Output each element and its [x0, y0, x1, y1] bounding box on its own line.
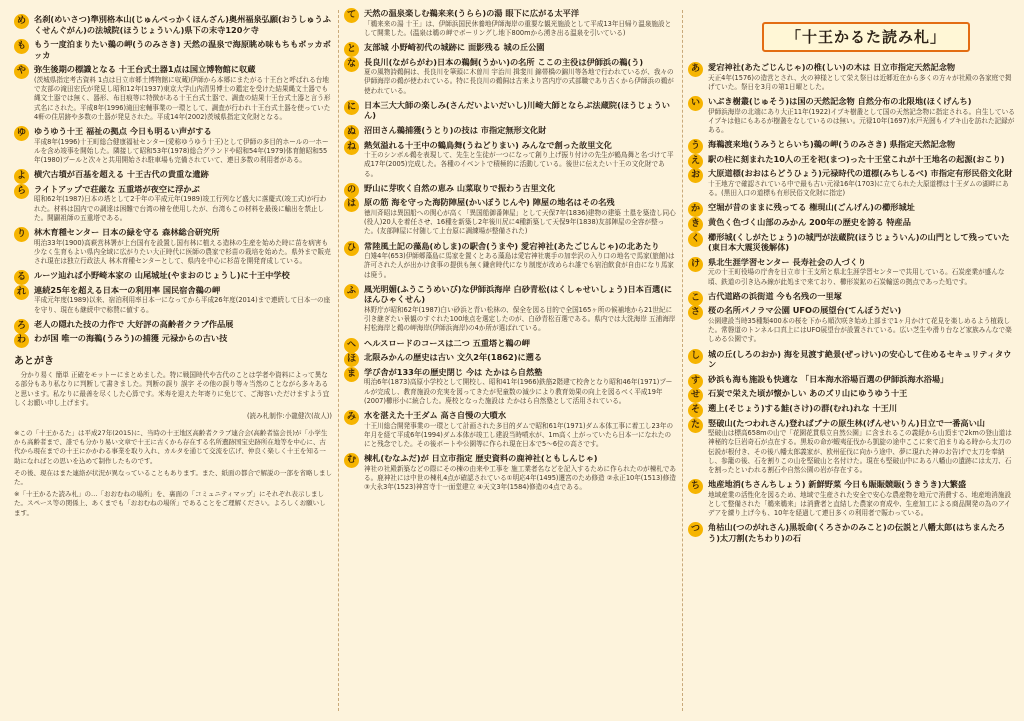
entry-heading: 角枯山(つのがれさん)黒坂命(くろさかのみこと)の伝説と八幡太郎(はちまんたろう)太刀割(たちわり)の石 — [708, 522, 1006, 543]
kana-badge-icon: は — [344, 197, 359, 212]
entry-heading: 石炭で栄えた頃が懐かしい あのズリ山にゆうゆう十王 — [708, 388, 908, 399]
entry-heading: 沼田さん鵜捕獲(うとり)の技は 市指定無形文化財 — [364, 124, 547, 135]
karuta-entry — [688, 96, 1016, 135]
karuta-entry — [688, 349, 1016, 370]
entry-heading: ライトアップで荘厳な 五重塔が夜空に浮かぶ — [34, 183, 200, 194]
afterword-signature: (読み札制作:小龍健次(故人)) — [246, 411, 332, 420]
karuta-entry — [688, 168, 1016, 198]
karuta-entry — [344, 241, 676, 280]
entry-body: 明治6年(1873)高原小学校として開校し、昭和41年(1966)鉄筋2階建て校舎となり昭和46年(1971)プールが完成し、教育施設の充実を図ってきたが児童数の減少により教育効果の向上を図るべく平成19年(2007)櫛形小に統合した。廃校となった施設は たかはら自然塾として活用されている。 — [364, 378, 673, 405]
entry-heading: 林木育種センター 日本の緑を守る 森林総合研究所 — [34, 226, 220, 237]
entry-body: 神社の社殿新築などの際にその棟の由来や工事を 施工業者名などを記入するために作られたのが棟札である。鹿神社には中世の棟札4点が確認されている①明応4年(1495)遷宮のため修造 ②永正10年(1513)修造 ③大永3年(1523)神宮寺十一面堂建立 ④天文3年(1584)修造の4点である。 — [364, 464, 676, 492]
entry-heading: 熱気溢れる十王中の鶴鳥舞(うねどりまい) みんなで創った故里文化 — [364, 139, 612, 150]
kana-badge-icon: る — [14, 270, 29, 285]
entry-heading: 風光明媚(ふうこうめいび)な伊師浜海岸 白砂青松(はくしゃせいしょう)日本百選(にほんひゃくせん) — [364, 283, 673, 305]
karuta-entry — [344, 100, 676, 121]
entry-heading: 地産地消(ちさんちしょう) 新鮮野菜 今日も賑賑競賑(うきうき)大繁盛 — [708, 479, 967, 490]
kana-badge-icon: き — [688, 217, 703, 232]
kana-badge-icon: ら — [14, 184, 29, 199]
entry-body: 元の十王町役場の庁舎を日立市十王支所と県北生涯学習センターで共用している。石炭産業が盛んな頃、鉄道の引き込み線が此処まで来ており、櫛形炭鉱の石炭輸送の拠点であった処です。 — [708, 268, 1005, 286]
kana-badge-icon: ふ — [344, 284, 359, 299]
kana-badge-icon: え — [688, 154, 703, 169]
entry-body: 明治33年(1900)高萩営林署が上台国有を設置し国有林に植える造林の生産を始めた時に苗を病害も少なく生育もよい県内全域に広がりたい大正時代に医師の農家で杉苗の栽培を始めた。県外まで販売され現在は独立行政法人 林木育種センターとして、県内を中心に杉苗を開発育成している。 — [34, 238, 331, 265]
kana-badge-icon: ひ — [344, 241, 359, 256]
karuta-entry — [14, 14, 332, 35]
entry-heading: 空堀が昔のままに残ってる 権現山(ごんげん)の櫛形城址 — [708, 202, 915, 213]
kana-badge-icon: そ — [688, 403, 703, 418]
entry-heading: 遡上(そじょう)する鮭(さけ)の群(むれ)れな 十王川 — [708, 402, 898, 413]
kana-badge-icon: ぬ — [344, 125, 359, 140]
kana-badge-icon: あ — [688, 62, 703, 77]
right-column — [688, 8, 1016, 715]
afterword-section — [14, 352, 332, 421]
kana-badge-icon: に — [344, 100, 359, 115]
entry-body: 天正4年(1576)の造営とされ、火の神様として栄え祭日は近郷近在から多くの方々が社殿の各家庭で掲げていた。祭日を3月の第1日曜とした。 — [708, 73, 1012, 91]
kana-badge-icon: ろ — [14, 319, 29, 334]
entry-heading: 北限みかんの歴史は古い 文久2年(1862)に遡る — [364, 352, 543, 363]
column-divider — [338, 10, 339, 711]
karuta-entry — [344, 42, 676, 53]
karuta-entry — [688, 305, 1016, 344]
left-column — [14, 8, 332, 715]
entry-heading: 学び舎が133年の歴史閉じ 今は たかはら自然塾 — [364, 366, 543, 377]
karuta-entry — [14, 285, 332, 315]
entry-body: 十王のシンボル鵜を表現して、先生と生徒が一つになって創り上げ振り付けの先生が鶴鳥舞と名づけて平成17年(2005)完成した。各種のイベントで積極的に活動している。後世に伝えたい十王の文化財である。 — [364, 151, 674, 178]
entry-heading: ルーツ辿れば小野崎本家の 山尾城址(やまおのじょうし)に十王中学校 — [34, 270, 290, 281]
entry-heading: 天然の温泉楽しむ鵜来来(うらら)の湯 眼下に広がる太平洋 — [364, 8, 580, 18]
kana-badge-icon: い — [688, 96, 703, 111]
notes-section — [14, 429, 332, 518]
entry-body: 伊師浜海岸の北端にあり大正11年(1922)イブキ樹叢として国の天然記念物に指定される。自生しているイブキは他にもあるが樹叢をなしているのは無い。元禄10年(1697)水戸光圀もイブキ山を訪れた記録がある。 — [708, 107, 1015, 134]
karuta-entry — [344, 410, 676, 449]
kana-badge-icon: ね — [344, 140, 359, 155]
karuta-entry — [688, 522, 1016, 543]
karuta-entry — [688, 232, 1016, 253]
kana-badge-icon: か — [688, 202, 703, 217]
kana-badge-icon: す — [688, 374, 703, 389]
entry-body: 公園建設当時35種類400本の桜を下から順次咲き始め上部まで1ヶ月かけて花見を楽しめるよう植栽した。常磐道のトンネル口真上にはUFO展望台が設置されている。広い芝生や滑り台など家族みんなで楽しめる公園です。 — [708, 316, 1012, 344]
entry-heading: 桜の名所パノラマ公園 UFOの展望台(てんぼうだい) — [708, 305, 902, 316]
kana-badge-icon: の — [344, 183, 359, 198]
karuta-entry — [688, 154, 1016, 165]
kana-badge-icon: れ — [14, 285, 29, 300]
entry-body: 平成8年(1996)十王町総合健康福祉センター(愛称ゆうゆう十王)として伊師の多目的ホールの一ホールを含め竣事を開始した。隣接して昭和53年(1978)総合グランドや昭和54年(1979)体育館昭和55年(1980)プールと次々と共用開始され駐車場も完備されていて、連日多数の利用者がある。 — [34, 137, 329, 164]
kana-badge-icon: む — [344, 453, 359, 468]
kana-badge-icon: た — [688, 418, 703, 433]
entry-body: 堅破山は標高658mの山で「花園花貫県立自然公園」に含まれるこの義経から山頂まで2kmの登山道は神秘的な巨岩奇石が点在する。黒坂の命が蝦夷征伐から凱旋の途中ここに来て泊まりぬる時から太刀の伝説が根付き、その後八幡太郎義家が、欧州征伐に向かう途中、夢に現れた神のお告げで太刀を奉納し、参籠の後、石を割りこの山を堅破山と名付けた。現在も堅破山中にある八幡山の遺跡には太刀、石を割ったといわれる割石や自然公園の岩が存在する。 — [708, 429, 1012, 474]
kana-badge-icon: ほ — [344, 352, 359, 367]
karuta-entry — [688, 291, 1016, 302]
kana-badge-icon: ゆ — [14, 126, 29, 141]
karuta-entry — [688, 374, 1016, 385]
entry-heading: 城の丘(しろのおか) 海を見渡す絶景(ぜっけい)の安心して住めるセキュリティタウン — [708, 348, 1012, 370]
entry-heading: 大原道標(おおはらどうひょう)元禄時代の道標(みちしるべ) 市指定有形民俗文化財 — [708, 168, 1013, 179]
entry-heading: 櫛形城(くしがたじょう)の城門が法蔵院(ほうじょういん)の山門として残っていた(東日本大震災後解体) — [708, 231, 1010, 253]
entry-heading: もう一度泊まりたい鵜の岬(うのみさき) 天然の温泉で海原眺め味もちもボッカボッカ — [34, 39, 331, 60]
karuta-entry — [688, 403, 1016, 414]
karuta-entries-list — [14, 14, 332, 344]
karuta-entry — [344, 57, 676, 96]
karuta-entry — [344, 338, 676, 349]
entry-body: 十王川総合開発事業の一環として計画された多目的ダムで昭和61年(1971)ダム本体工事に着工し23年の年月を経て平成6年(1994)ダム本体が竣工し建設当時噴水が、1m高く上がっていたら日本一になれたのにと残念でした。その後ボートや公園等に作られ現在日本で5〜6位の高さです。 — [364, 421, 674, 448]
entry-heading: 愛宕神社(あたごじんじゃ)の椎(しい)の木は 日立市指定天然記念物 — [708, 62, 956, 72]
karuta-entry — [688, 217, 1016, 228]
entry-heading: 弥生後期の標識となる 十王台式土器1点は国立博物館に収蔵 — [34, 64, 256, 75]
karuta-entry — [688, 257, 1016, 287]
title-box — [762, 22, 970, 52]
entry-heading: 常陸風土記の藻島(めしま)の駅舎(うまや) 愛宕神社(あたごじんじゃ)の北あたり — [364, 240, 660, 251]
karuta-entries-list — [688, 62, 1016, 544]
entry-heading: 日本三大大師の楽しみ(さんだいよいだいし)川崎大師とならぶ法蔵院(ほうじょういん) — [364, 99, 670, 121]
note-paragraph: ※「十王かるた読み札」の…「おおむねの場所」を、裏面の「コミュニティマップ」にそれぞれ表示しました。スペース等の関係上、あくまでも「おおむねの場所」であることをご理解ください。よろしくお願いします。 — [14, 490, 326, 517]
kana-badge-icon: し — [688, 349, 703, 364]
karuta-entry — [14, 270, 332, 281]
kana-badge-icon: わ — [14, 333, 29, 348]
entry-heading: 野山に芽吹く自然の恵み 山菜取りで振わう古里文化 — [364, 182, 556, 193]
kana-badge-icon: も — [14, 39, 29, 54]
kana-badge-icon: へ — [344, 338, 359, 353]
afterword-paragraph: 分かり易く 簡単 正確をモットーにまとめました。特に戦国時代や古代のことは学者や資料によって異なる部分もあり私なりに判断して書きました。判断の誤り 誤字 その他の誤り等々当然のことながら多々あると思います。私なりに最善を尽くした心算です。米寿を迎えた年寄りに免じて、ご海容いただけますよう宜しくお願い申し上げます。 — [14, 370, 330, 408]
kana-badge-icon: よ — [14, 169, 29, 184]
kana-badge-icon: う — [688, 139, 703, 154]
entry-body: 平成元年度(1989)以来、宿泊利用率日本一になってから平成26年度(2014)まで連続して日本一の座を守り、現在も継続中で称賛に値する。 — [34, 296, 331, 314]
entry-body: 白雉4年(653)伊師郷藻島に馬家を置くとある藻島は愛宕神社裏手の加幸沢の入り口の地名で馬家(旅館)は許可された人が出かけ食事の提供も無く鎌倉時代になり制度が改められ誰でも宿泊飲食が自由になり馬家は廃う。 — [364, 252, 675, 279]
kana-badge-icon: ち — [688, 479, 703, 494]
kana-badge-icon: ま — [344, 367, 359, 382]
afterword-body — [14, 371, 332, 421]
kana-badge-icon: り — [14, 227, 29, 242]
entry-heading: 駅の柱に刻まれた10人の王を祀(まつ)った十王堂これが十王地名の起源(おこり) — [708, 153, 1005, 164]
entry-heading: 海鵜渡来地(うみうとらいち)鵜の岬(うのみさき) 県指定天然記念物 — [708, 139, 956, 150]
entry-body: (茨城県指定考古資料 1点は日立市郷土博物館に収蔵)伊師から本郷にまたがる十王台と呼ばれる台地で友部の滝田宏氏が発見し昭和12年(1937)東京大学山内清男博士の鑑定を受けた結果縄文土器でも縄文土器では無く、器形、布目痕等に特徴がある十王台式土器で、調査の結果十王台式土器と言う形式名にされた。平成8年(1996)滝田宏輔事業の一環として、調査が行われ十王台式土器を使っていた4軒の住居跡や多数の土器が発見された。平成14年(2002)茨城県指定文化財となる。 — [34, 75, 331, 121]
karuta-entry — [14, 39, 332, 60]
karuta-entry — [14, 333, 332, 344]
kana-badge-icon: や — [14, 64, 29, 79]
middle-column — [344, 8, 676, 715]
entry-body: 昭和62年(1987)日本の塔として2千年の平成元年(1989)竣工行列など盛大に落慶式(竣工式)が行われた。材料は国内での調達は困難で台湾の檜を使用したが、台湾もこの材料を最後に輸出を禁止した。開闢祖師の五重塔である。 — [34, 195, 327, 222]
kana-badge-icon: さ — [688, 305, 703, 320]
karuta-entry — [14, 64, 332, 122]
kana-badge-icon: お — [688, 168, 703, 183]
kana-badge-icon: く — [688, 232, 703, 247]
entry-heading: 竪破山(たつわれさん)登ればブナの原生林(げんせいりん)日立で一番高い山 — [708, 417, 985, 428]
entry-heading: 横穴古墳が百基を超える 十王古代の貴重な遺跡 — [34, 169, 209, 180]
kana-badge-icon: と — [344, 42, 359, 57]
kana-badge-icon: め — [14, 14, 29, 29]
karuta-entry — [688, 139, 1016, 150]
karuta-entry — [14, 169, 332, 180]
column-divider — [682, 10, 683, 711]
karuta-entry — [14, 227, 332, 266]
karuta-entry — [688, 62, 1016, 92]
entry-heading: わが国 唯一の海鵜(うみう)の捕獲 元禄からの古い技 — [34, 333, 228, 344]
kana-badge-icon: な — [344, 57, 359, 72]
entry-body: 徳川斉昭は異国船への関心が高く「異国船御番陣屋」として天保7年(1836)建物の建築 土塁を築造し同心(役人)20人を着任させ、16種を新築し2年後川尻に4種新築して天保9年(1838)友部陣屋の全容が整った。(友部陣屋に付随して上台原に調練場が整備された) — [364, 208, 676, 236]
entry-heading: ヘルスロードのコースは二つ 五重塔と鵜の岬 — [364, 337, 530, 348]
karuta-entry — [344, 284, 676, 334]
karuta-entry — [14, 184, 332, 223]
karuta-entry — [14, 319, 332, 330]
entry-heading: 友部城 小野崎初代の城跡に 面影残る 城の丘公園 — [364, 42, 545, 52]
karuta-entry — [688, 202, 1016, 213]
entry-heading: ゆうゆう十王 福祉の拠点 今日も明るい声がする — [34, 125, 212, 136]
karuta-entry — [344, 453, 676, 492]
kana-badge-icon: み — [344, 410, 359, 425]
entry-heading: 古代道路の浜街道 今も名残の一里塚 — [708, 290, 842, 301]
karuta-entry — [344, 367, 676, 406]
entry-heading: 黄色く色づく山部のみかん 200年の歴史を誇る 特産品 — [708, 216, 911, 227]
entry-body: 夏の風物詩鵜飼は、長良川を筆頭に木曽川 宇治川 揖斐川 錦帯橋の錦川等各地で行われているが、我々の伊師海岸の鵜が使われている。特に長良川の鵜飼は古来より宮内庁の式部職であり古くから伊師浜の鵜が使われている。 — [364, 68, 674, 95]
kana-badge-icon: て — [344, 8, 359, 23]
entry-heading: 長良川(ながらがわ)日本の鵜飼(うかい)の名所 ここの主役は伊師浜の鵜(う) — [364, 56, 644, 67]
note-paragraph: ※この「十王かるた」は平成27年(2015)に、当時の十王地区高齢者クラブ連合会(高齢者協会長)が「小学生から高齢者まで、誰でも分かり易い文章で十王に古くから存在する名所遺跡国宝史跡所在地等を中心に、古代から現在までの十王にかかわる事業を取り入れ、カルタを通じて交流を広げ、仲良く楽しく十王を知る一助になればとの思いを込めて制作したものです。 — [14, 429, 328, 465]
karuta-entry — [344, 125, 676, 136]
kana-badge-icon: つ — [688, 522, 703, 537]
karuta-entry — [688, 388, 1016, 399]
kana-badge-icon: け — [688, 257, 703, 272]
karuta-entry — [344, 140, 676, 179]
afterword-title: あとがき — [14, 355, 54, 367]
karuta-entry — [344, 352, 676, 363]
karuta-entry — [344, 183, 676, 194]
entry-heading: 名刹(めいさつ)準別格本山(じゅんべっかくほんざん)奥州福泉弘願(おうしゅうふくせんぐがん)の法城院(ほうじょういん)県下の末寺120ケ寺 — [34, 14, 331, 35]
entry-body: 地域産業の活性化を図るため、地域で生産された安全で安心な農産物を地元で消費する、地産地消施設として整備された「鵜来鵜来」は消費者と直結した農家の育成や、生産加工による商品開発の為のアイデアを練り上げ今も、10年を経過して連日多くの利用者で賑わっている。 — [708, 490, 1012, 518]
page-title: 「十王かるた読み札」 — [785, 28, 946, 46]
entry-body: 「鵜来来の湯 十王」は、伊師浜国民休養地伊師海岸の重要な観光施設として平成13年日帰り温泉施設として開業した。(温泉は鵜の岬でボーリングし地下800mから湧き出る温泉を引いている) — [364, 19, 672, 37]
karuta-entry — [14, 126, 332, 165]
entry-heading: 連続25年を超える日本一の利用率 国民宿舎鵜の岬 — [34, 284, 221, 295]
karuta-entry — [344, 197, 676, 236]
entry-heading: 原の筋 海を守った海防陣屋(かいぼうじんや) 陣屋の地名はその名残 — [364, 197, 615, 208]
entry-heading: 老人の隠れた技の力作で 大好評の高齢者クラブ作品展 — [34, 318, 234, 329]
entry-heading: 県北生涯学習センター 長寿社会の人づくり — [708, 256, 867, 267]
karuta-entry — [688, 479, 1016, 518]
karuta-entries-list — [344, 8, 676, 492]
kana-badge-icon: こ — [688, 291, 703, 306]
entry-body: 林野庁が昭和62年(1987)白い砂浜と青い松林の、保全を図る目的で全国165ヶ所の候補地から21世紀に引き継ぎたい景観のすぐれた100地点を選定したのが、白砂青松百選である。県内では大洗海岸 五浦海岸 村松海岸と鵜の岬海岸(伊師浜海岸)の4か所が選ばれている。 — [364, 305, 676, 333]
note-paragraph: その後、現在はまた連絡が状況が異なっていることもあります。また、紙面の都合で解説の一部を省略しました。 — [14, 468, 332, 487]
kana-badge-icon: せ — [688, 388, 703, 403]
entry-body: 十王地方で確認されている中で最も古い元禄16年(1703)に立てられた大原道標は十王ダムの湖畔にある。(黒田入口の道標も有形民俗文化財に指定) — [708, 179, 1009, 198]
karuta-entry — [688, 418, 1016, 476]
entry-heading: 砂浜も海も施設も快適な 「日本海水浴場百選の伊師浜海水浴場」 — [708, 373, 949, 384]
entry-heading: 水を湛えた十王ダム 高さ自慢の大噴水 — [364, 409, 507, 420]
entry-heading: いぶき樹叢(じゅそう)は国の天然記念物 自然分布の北限地(ほくげんち) — [708, 96, 972, 106]
entry-heading: 棟札(むなふだ)が 日立市指定 歴史資料の鹿神社(ともしんじゃ) — [364, 453, 598, 464]
karuta-entry — [344, 8, 676, 38]
